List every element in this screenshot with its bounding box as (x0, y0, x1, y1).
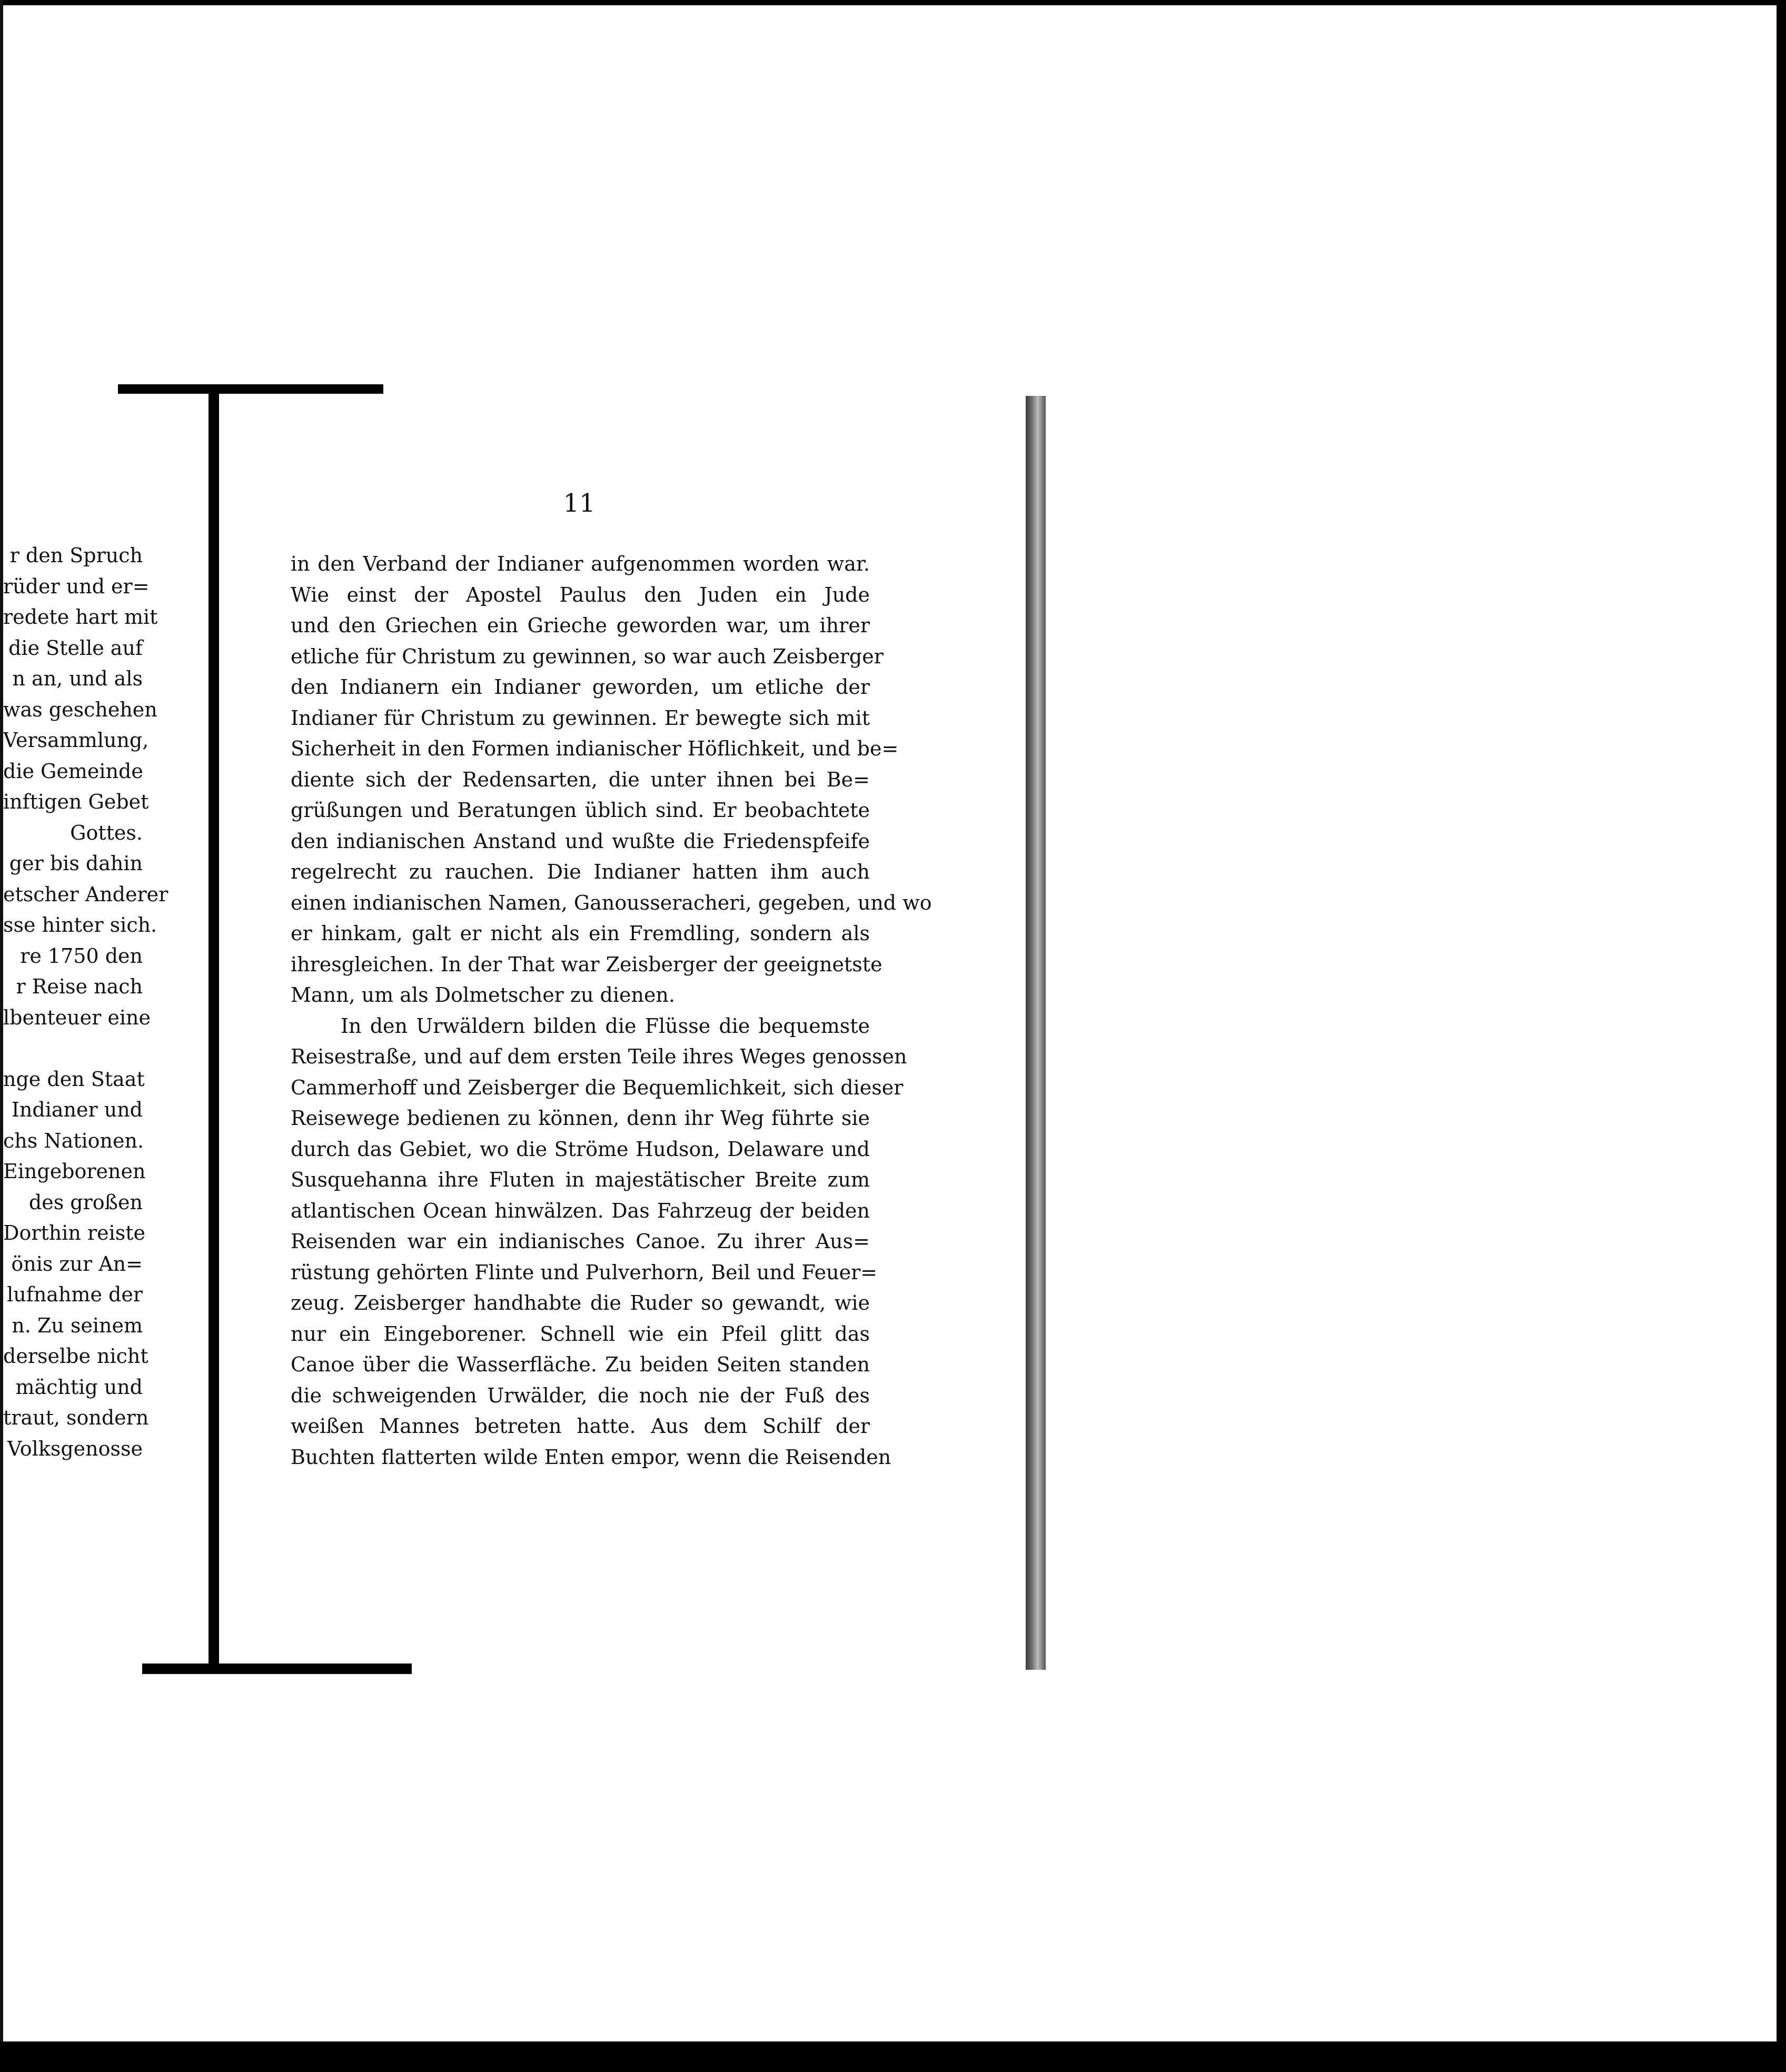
fragment-line: inftigen Gebet (3, 790, 149, 813)
fragment-line: Volksgenosse (7, 1437, 143, 1460)
text-line: ihresgleichen. In der That war Zeisberger der geeignetste (291, 952, 882, 976)
crop-bracket-vertical (209, 390, 219, 1663)
fragment-line: rüder und er= (3, 574, 150, 598)
fragment-line: re 1750 den (20, 944, 143, 968)
text-line: und den Griechen ein Grieche geworden war, um ihrer (291, 614, 870, 637)
text-line: atlantischen Ocean hinwälzen. Das Fahrzeug der beiden (291, 1199, 870, 1222)
text-line: diente sich der Redensarten, die unter ihnen bei Be= (291, 768, 870, 791)
fragment-line: Versammlung, (3, 729, 149, 752)
fragment-line: traut, sondern (3, 1406, 149, 1429)
book-page-edge (1026, 396, 1046, 1670)
text-line: den indianischen Anstand und wußte die Friedenspfeife (291, 829, 870, 853)
fragment-line: n an, und als (12, 667, 143, 690)
fragment-line: redete hart mit (3, 605, 158, 629)
text-line: Indianer für Christum zu gewinnen. Er bewegte sich mit (291, 706, 870, 730)
text-line: Sicherheit in den Formen indianischer Höflichkeit, und be= (291, 737, 899, 760)
text-line: regelrecht zu rauchen. Die Indianer hatten ihm auch (291, 860, 870, 883)
fragment-line: n. Zu seinem (12, 1313, 143, 1337)
scan-border-top (0, 0, 1786, 5)
fragment-line: Eingeborenen (3, 1160, 146, 1183)
text-line: er hinkam, galt er nicht als ein Fremdling, sondern als (291, 922, 870, 945)
text-line: Wie einst der Apostel Paulus den Juden ein Jude (291, 583, 870, 606)
text-line: einen indianischen Namen, Ganousseracheri, gegeben, und wo (291, 891, 932, 914)
fragment-line: sse hinter sich. (3, 913, 157, 937)
text-line: rüstung gehörten Flinte und Pulverhorn, Beil und Feuer= (291, 1260, 878, 1284)
fragment-line: r Reise nach (16, 975, 143, 998)
text-line: durch das Gebiet, wo die Ströme Hudson, Delaware und (291, 1137, 870, 1161)
fragment-line: r den Spruch (9, 544, 143, 567)
scan-border-bottom (0, 2041, 1786, 2072)
text-line: Reisewege bedienen zu können, denn ihr Weg führte sie (291, 1107, 870, 1130)
text-line: grüßungen und Beratungen üblich sind. Er beobachtete (291, 799, 870, 822)
text-line: Cammerhoff und Zeisberger die Bequemlichkeit, sich dieser (291, 1075, 904, 1099)
page-number: 11 (563, 489, 596, 518)
crop-bracket-top (118, 384, 383, 394)
text-line: Mann, um als Dolmetscher zu dienen. (291, 983, 675, 1007)
fragment-line: die Stelle auf (8, 636, 143, 660)
fragment-line: etscher Anderer (3, 882, 168, 906)
text-line: Reisenden war ein indianisches Canoe. Zu ihrer Aus= (291, 1230, 870, 1253)
scan-border-right (1777, 0, 1786, 2072)
fragment-line: Dorthin reiste (3, 1221, 146, 1244)
text-line: in den Verband der Indianer aufgenommen worden war. (291, 552, 870, 575)
text-line: Susquehanna ihre Fluten in majestätischer Breite zum (291, 1168, 870, 1191)
text-line: Reisestraße, und auf dem ersten Teile ihres Weges genossen (291, 1045, 907, 1068)
fragment-line: derselbe nicht (3, 1344, 148, 1368)
fragment-line: nge den Staat (3, 1067, 145, 1091)
fragment-line: die Gemeinde (3, 759, 143, 783)
left-page-fragment (3, 540, 168, 1464)
fragment-line: des großen (28, 1190, 143, 1214)
text-line: Buchten flatterten wilde Enten empor, wenn die Reisenden (291, 1445, 891, 1469)
fragment-line: was geschehen (3, 698, 157, 721)
text-line: nur ein Eingeborener. Schnell wie ein Pfeil glitt das (291, 1322, 870, 1346)
text-line: In den Urwäldern bilden die Flüsse die bequemste (341, 1014, 870, 1038)
crop-bracket-bottom (142, 1663, 412, 1674)
text-line: die schweigenden Urwälder, die noch nie der Fuß des (291, 1383, 870, 1407)
fragment-line: önis zur An= (11, 1252, 143, 1276)
fragment-line: Gottes. (70, 821, 143, 844)
text-line: zeug. Zeisberger handhabte die Ruder so gewandt, wie (291, 1291, 870, 1314)
fragment-line: Indianer und (11, 1098, 143, 1121)
text-line: den Indianern ein Indianer geworden, um etliche der (291, 675, 870, 699)
fragment-line: ger bis dahin (9, 852, 143, 875)
text-line: Canoe über die Wasserfläche. Zu beiden Seiten standen (291, 1353, 870, 1376)
fragment-line: lufnahme der (7, 1283, 143, 1306)
text-line: weißen Mannes betreten hatte. Aus dem Schilf der (291, 1414, 870, 1438)
fragment-line: chs Nationen. (3, 1129, 144, 1152)
fragment-line: mächtig und (15, 1375, 143, 1399)
fragment-line (3, 1033, 143, 1064)
main-page-text (291, 549, 932, 1472)
fragment-line: lbenteuer eine (3, 1005, 151, 1029)
text-line: etliche für Christum zu gewinnen, so war auch Zeisberger (291, 644, 884, 668)
